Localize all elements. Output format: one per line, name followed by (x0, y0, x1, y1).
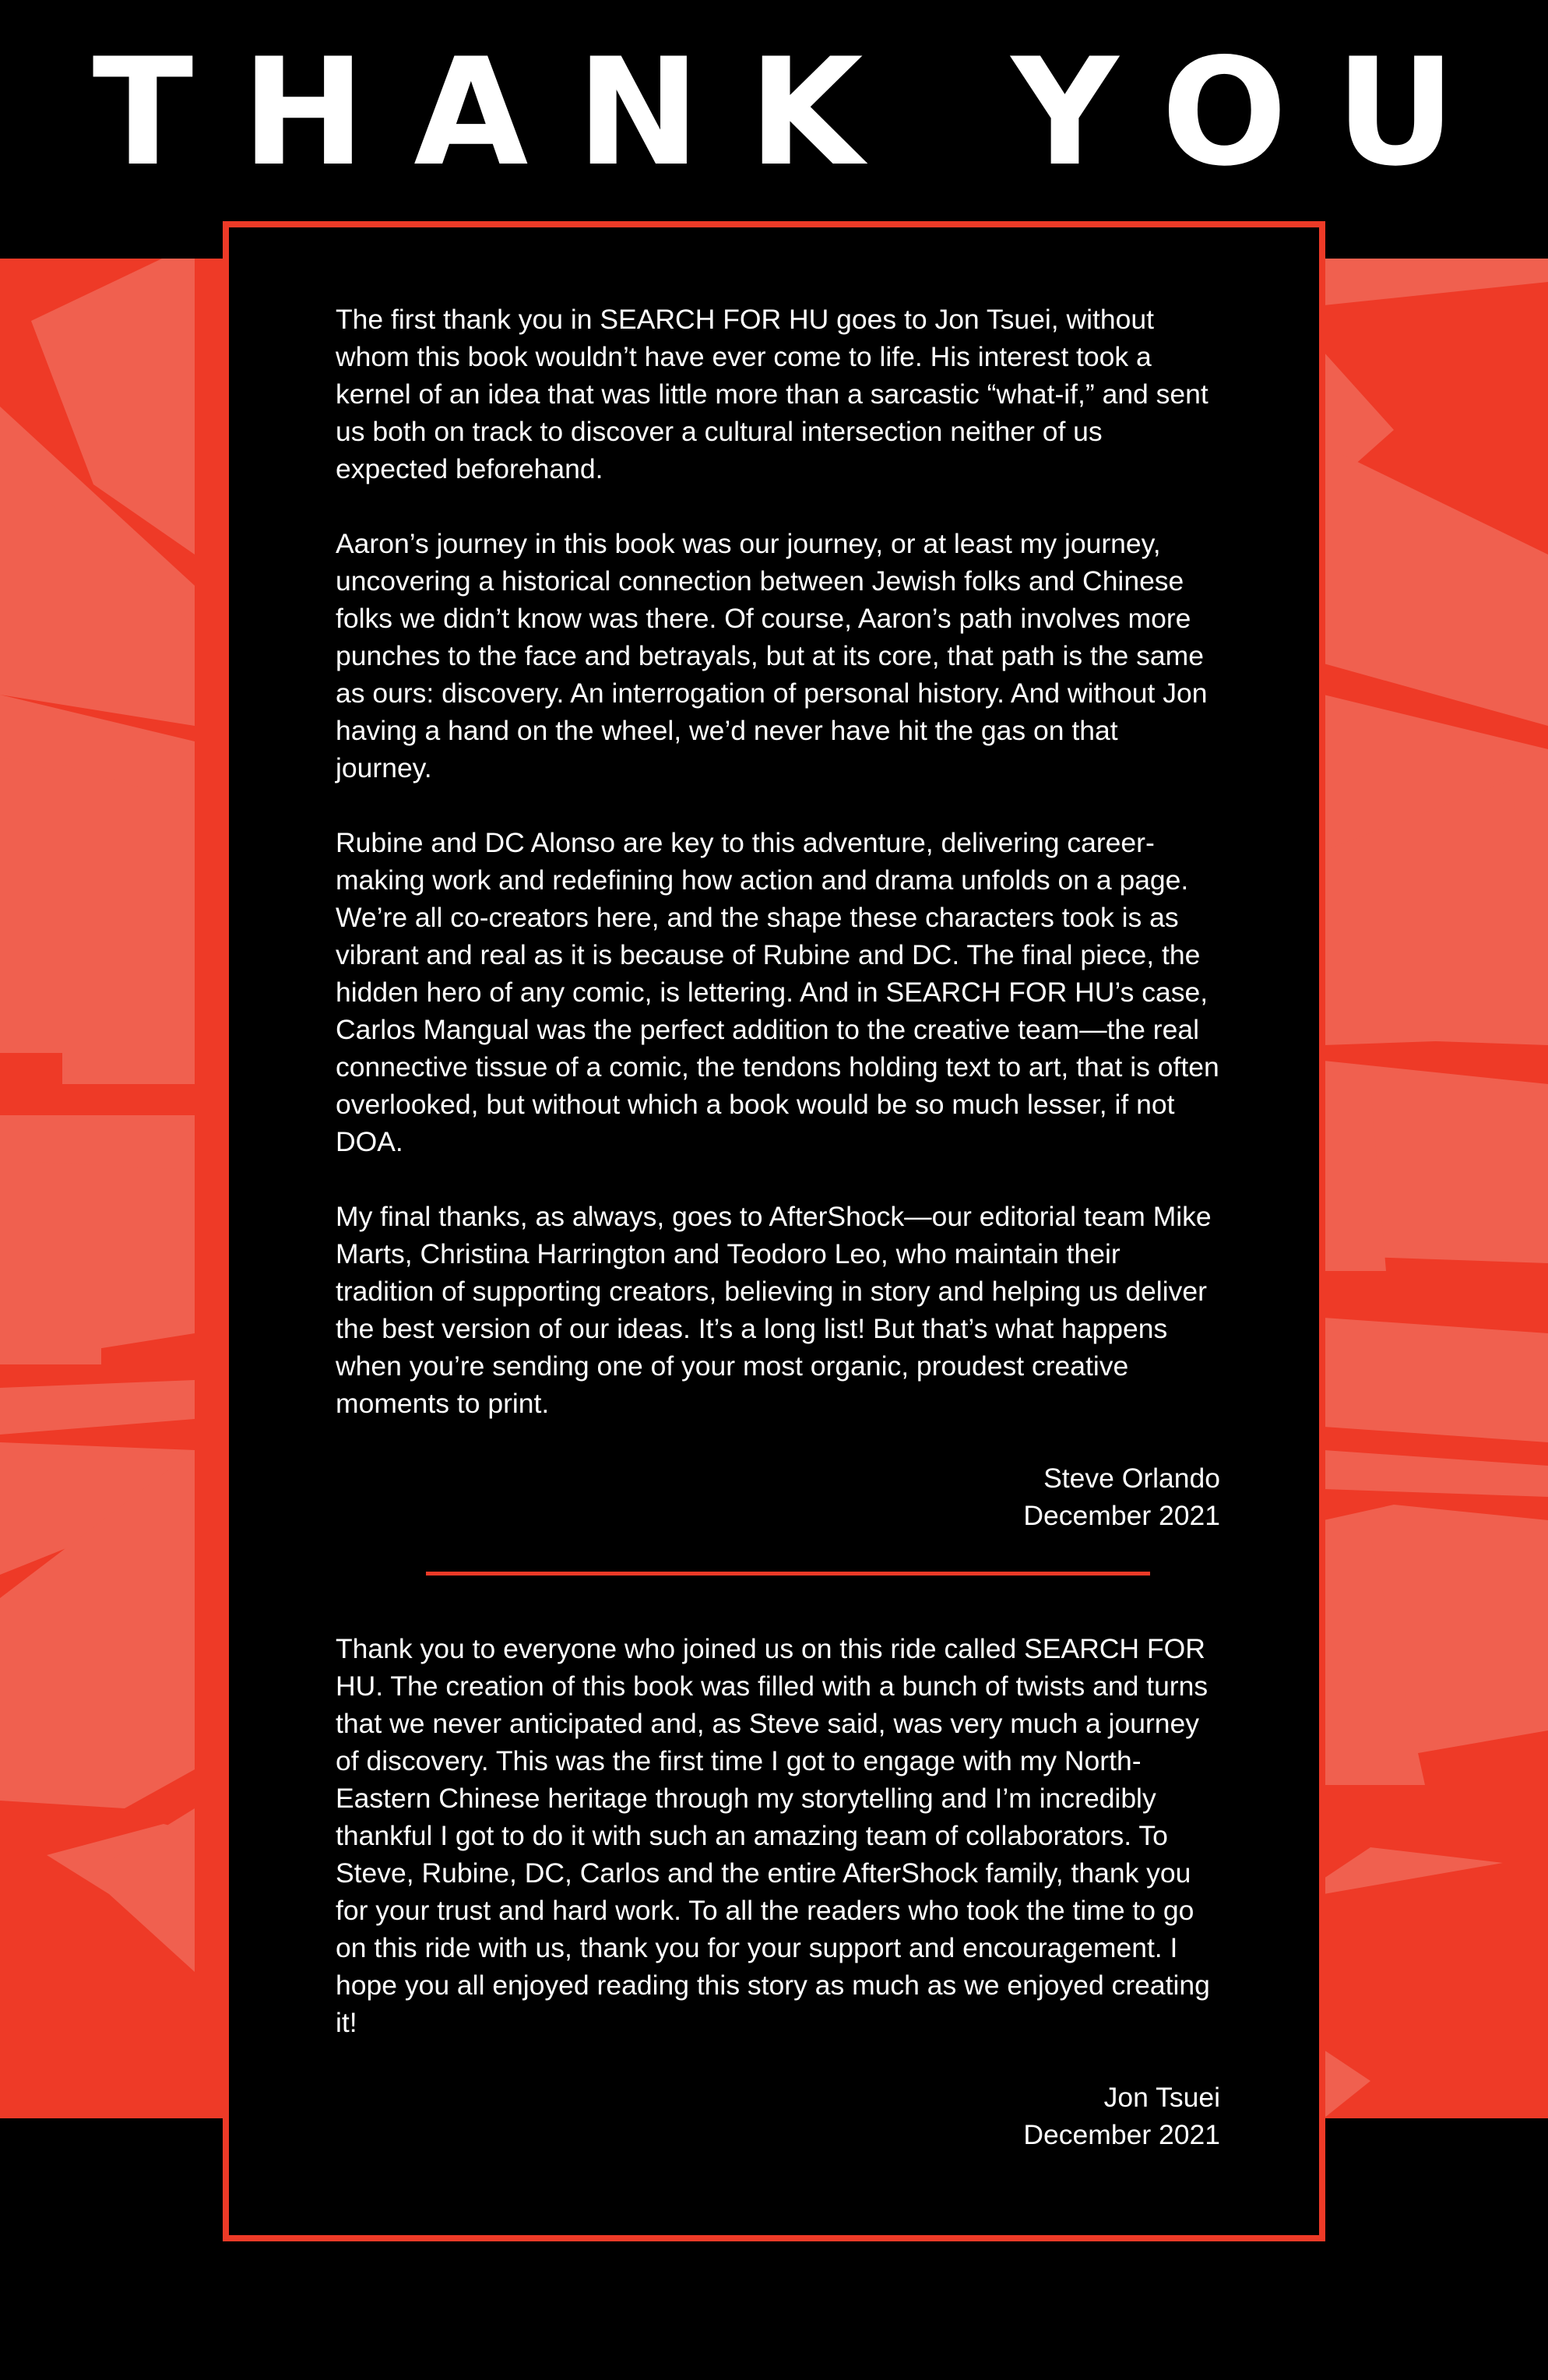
signature-date: December 2021 (1023, 2119, 1220, 2150)
page-title: THANK YOU (92, 26, 1504, 199)
letter-content (336, 301, 1220, 2191)
letter-one-signature (336, 1459, 1220, 1534)
signature-name: Jon Tsuei (1103, 2082, 1220, 2113)
letter-one-paragraph-1: The first thank you in SEARCH FOR HU goes to Jon Tsuei, without whom this book wouldn’t have ever come to life. His interest took a kernel of an idea that was little more than a sarcastic “what-if,” and sent us both on track to discover a cultural intersection neither of us expected beforehand. (336, 304, 1208, 484)
signature-name: Steve Orlando (1043, 1463, 1220, 1494)
letter-one-paragraph-2: Aaron’s journey in this book was our journey, or at least my journey, uncovering a historical connection between Jewish folks and Chinese folks we didn’t know was there. Of course, Aaron’s path involves more punches to the face and betrayals, but at its core, that path is the same as ours: discovery. An interrogation of personal history. And without Jon having a hand on the wheel, we’d never have hit the gas on that journey. (336, 528, 1208, 783)
letter-one-paragraph-3: Rubine and DC Alonso are key to this adventure, delivering career-making work and redefining how action and drama unfolds on a page. We’re all co-creators here, and the shape these characters took is as vibrant and real as it is because of Rubine and DC. The final piece, the hidden hero of any comic, is lettering. And in SEARCH FOR HU’s case, Carlos Mangual was the perfect addition to the creative team—the real connective tissue of a comic, the tendons holding text to art, that is often overlooked, but without which a book would be so much lesser, if not DOA. (336, 827, 1219, 1157)
signature-date: December 2021 (1023, 1500, 1220, 1531)
section-divider (426, 1572, 1150, 1576)
letter-two-signature (336, 2079, 1220, 2153)
letter-two-paragraph: Thank you to everyone who joined us on this ride called SEARCH FOR HU. The creation of this book was filled with a bunch of twists and turns that we never anticipated and, as Steve said, was very much a journey of discovery. This was the first time I got to engage with my North-Eastern Chinese heritage through my storytelling and I’m incredibly thankful I got to do it with such an amazing team of collaborators. To Steve, Rubine, DC, Carlos and the entire AfterShock family, thank you for your trust and hard work. To all the readers who took the time to go on this ride with us, thank you for your support and encouragement. I hope you all enjoyed reading this story as much as we enjoyed creating it! (336, 1633, 1210, 2038)
letter-one-paragraph-4: My final thanks, as always, goes to AfterShock—our editorial team Mike Marts, Christina Harrington and Teodoro Leo, who maintain their tradition of supporting creators, believing in story and helping us deliver the best version of our ideas. It’s a long list! But that’s what happens when you’re sending one of your most organic, proudest creative moments to print. (336, 1201, 1212, 1419)
